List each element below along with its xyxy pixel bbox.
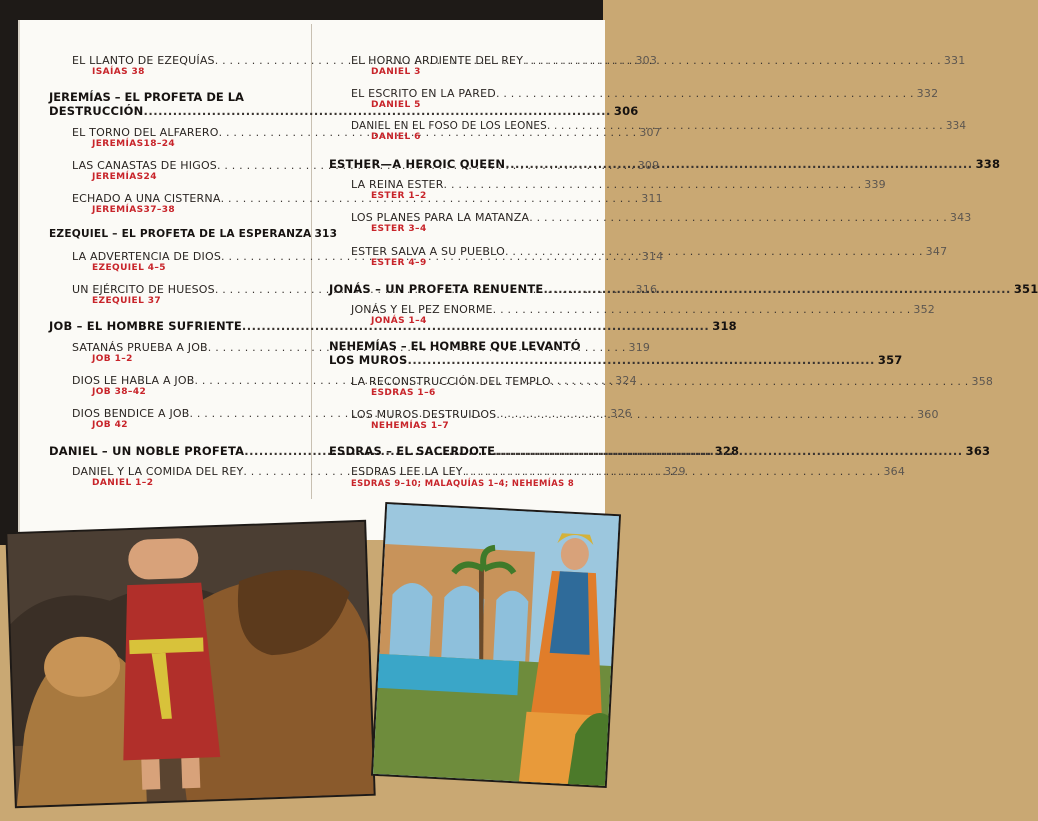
scripture-reference: ISAÍAS 38 [92,67,145,77]
toc-entry[interactable]: UN EJÉRCITO DE HUESOS . . . 316 EZEQUIEL 37 [72,283,300,306]
toc-entry[interactable]: LA ADVERTENCIA DE DIOS . . . 314 EZEQUIEL 4–5 [72,250,300,273]
toc-section[interactable]: ESDRAS – EL SACERDOTE ..... 363 [329,444,605,458]
toc-entry[interactable]: LA REINA ESTER . . . 339 ESTER 1–2 [351,178,605,201]
scripture-reference: JEREMÍAS37–38 [92,205,176,215]
toc-entry[interactable]: ESTER SALVA A SU PUEBLO . . . 347 ESTER 4–9 [351,245,605,268]
scripture-reference: DANIEL 5 [371,100,421,110]
toc-entry[interactable]: DANIEL Y LA COMIDA DEL REY . . . 329 DANIEL 1–2 [72,465,300,488]
scripture-reference: JOB 42 [92,420,128,430]
scripture-reference: EZEQUIEL 4–5 [92,263,166,273]
scripture-reference: ESDRAS 9–10; MALAQUÍAS 1–4; NEHEMÍAS 8 [351,478,575,488]
toc-entry[interactable]: EL LLANTO DE EZEQUÍAS . . . 303 ISAÍAS 38 [72,54,300,77]
scripture-reference: NEHEMÍAS 1–7 [371,421,450,431]
scripture-reference: JOB 1–2 [92,354,133,364]
toc-entry[interactable]: LOS MUROS DESTRUIDOS . . . 360 NEHEMÍAS 1–7 [351,408,605,431]
toc-entry[interactable]: LA RECONSTRUCCIÓN DEL TEMPLO . . . 358 ESDRAS 1–6 [351,375,605,398]
scripture-reference: EZEQUIEL 37 [92,296,162,306]
esther-courtyard-art [373,504,619,786]
scripture-reference: JEREMÍAS24 [92,172,157,182]
toc-entry[interactable]: DANIEL EN EL FOSO DE LOS LEONES . . . 334 DANIEL 6 [351,120,605,142]
toc-entry[interactable]: DIOS BENDICE A JOB . . . 326 JOB 42 [72,407,300,430]
scripture-reference: DANIEL 1–2 [92,478,154,488]
scripture-reference: JONÁS 1–4 [371,316,427,326]
daniel-lions-art [7,522,373,806]
illustration-daniel-lions [7,522,373,806]
toc-entry[interactable]: LOS PLANES PARA LA MATANZA . . . 343 ESTER 3–4 [351,211,605,234]
toc-entry[interactable]: EL HORNO ARDIENTE DEL REY . . . 331 DANIEL 3 [351,54,605,77]
toc-section[interactable]: DANIEL – UN NOBLE PROFETA ..... 328 [49,444,300,458]
scripture-reference: DANIEL 6 [371,132,421,142]
toc-entry[interactable]: ESDRAS LEE LA LEY . . . 364 ESDRAS 9–10; MALAQUÍAS 1–4; NEHEMÍAS 8 [351,465,605,488]
scripture-reference: ESTER 1–2 [371,191,427,201]
toc-section[interactable]: JEREMÍAS – EL PROFETA DE LA DESTRUCCIÓN ..... 306 [49,90,300,118]
toc-entry[interactable]: JONÁS Y EL PEZ ENORME . . . 352 JONÁS 1–4 [351,303,605,326]
toc-section[interactable]: JOB – EL HOMBRE SUFRIENTE ..... 318 [49,319,300,333]
scripture-reference: DANIEL 3 [371,67,421,77]
toc-entry[interactable]: EL TORNO DEL ALFARERO . . . 307 JEREMÍAS18–24 [72,126,300,149]
toc-entry[interactable]: LAS CANASTAS DE HIGOS . . . 309 JEREMÍAS24 [72,159,300,182]
toc-section[interactable]: JONÁS – UN PROFETA RENUENTE ..... 351 [329,282,605,296]
toc-section[interactable]: NEHEMÍAS – EL HOMBRE QUE LEVANTÓ LOS MUROS ..... 357 [329,339,605,367]
toc-section[interactable]: EZEQUIEL – EL PROFETA DE LA ESPERANZA 313 [49,228,338,240]
scripture-reference: ESDRAS 1–6 [371,388,436,398]
illustration-esther-courtyard [373,504,619,786]
scripture-reference: ESTER 4–9 [371,258,427,268]
scripture-reference: ESTER 3–4 [371,224,427,234]
toc-section[interactable]: ESTHER—A HEROIC QUEEN ..... 338 [329,157,605,171]
table-of-contents-page [18,20,1038,540]
toc-entry[interactable]: ECHADO A UNA CISTERNA . . . 311 JEREMÍAS37–38 [72,192,300,215]
toc-entry[interactable]: EL ESCRITO EN LA PARED . . . 332 DANIEL 5 [351,87,605,110]
scripture-reference: JOB 38–42 [92,387,147,397]
toc-entry[interactable]: DIOS LE HABLA A JOB . . . 324 JOB 38–42 [72,374,300,397]
toc-entry[interactable]: SATANÁS PRUEBA A JOB . . . 319 JOB 1–2 [72,341,300,364]
left-border [0,0,18,545]
scripture-reference: JEREMÍAS18–24 [92,139,176,149]
